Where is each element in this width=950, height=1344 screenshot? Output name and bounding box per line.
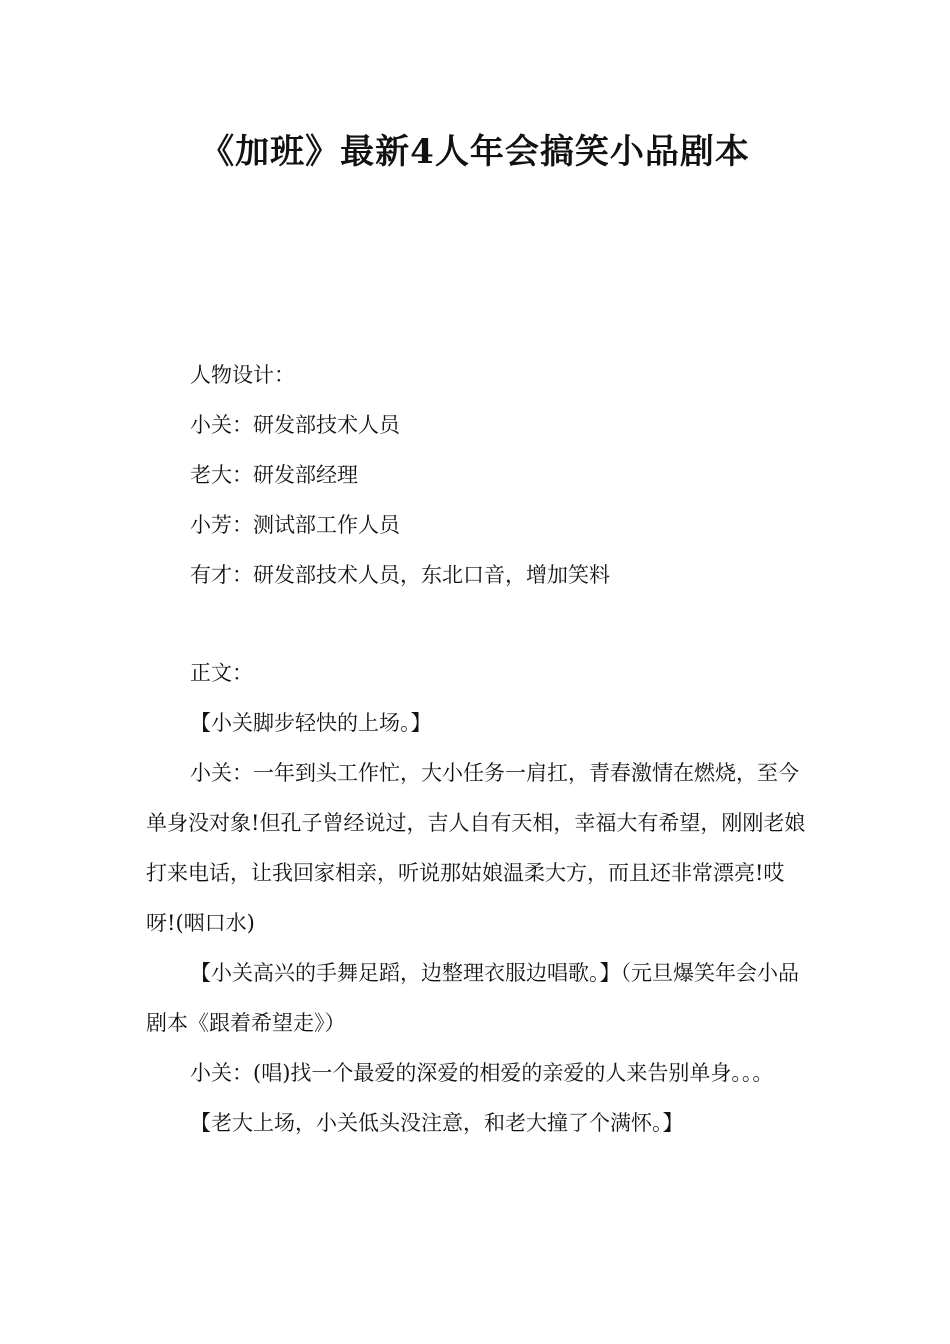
dialogue-paragraph: 小关：一年到头工作忙，大小任务一肩扛，青春激情在燃烧，至今单身没对象!但孔子曾经说过，吉人自有天相，幸福大有希望，刚刚老娘打来电话，让我回家相亲，听说那姑娘温柔大方，而且还非常漂亮!哎呀!(咽口水) [146, 761, 806, 935]
stage-direction: 【老大上场，小关低头没注意，和老大撞了个满怀。】 [190, 1111, 684, 1135]
character-item: 有才：研发部技术人员，东北口音，增加笑料 [190, 563, 610, 587]
character-item: 老大：研发部经理 [190, 463, 358, 487]
document-title: 《加班》最新4人年会搞笑小品剧本 [200, 132, 750, 172]
stage-direction: 【小关脚步轻快的上场。】 [190, 711, 432, 735]
body-heading: 正文： [190, 661, 253, 685]
dialogue-paragraph: 小关：(唱)找一个最爱的深爱的相爱的亲爱的人来告别单身。。。 [190, 1061, 774, 1085]
stage-direction: 【小关高兴的手舞足蹈，边整理衣服边唱歌。】（元旦爆笑年会小品剧本《跟着希望走》） [146, 961, 799, 1035]
script-body [146, 648, 806, 1148]
character-item: 小芳：测试部工作人员 [190, 513, 400, 537]
character-item: 小关：研发部技术人员 [190, 413, 400, 437]
character-section [146, 350, 806, 600]
characters-heading: 人物设计： [190, 363, 295, 387]
